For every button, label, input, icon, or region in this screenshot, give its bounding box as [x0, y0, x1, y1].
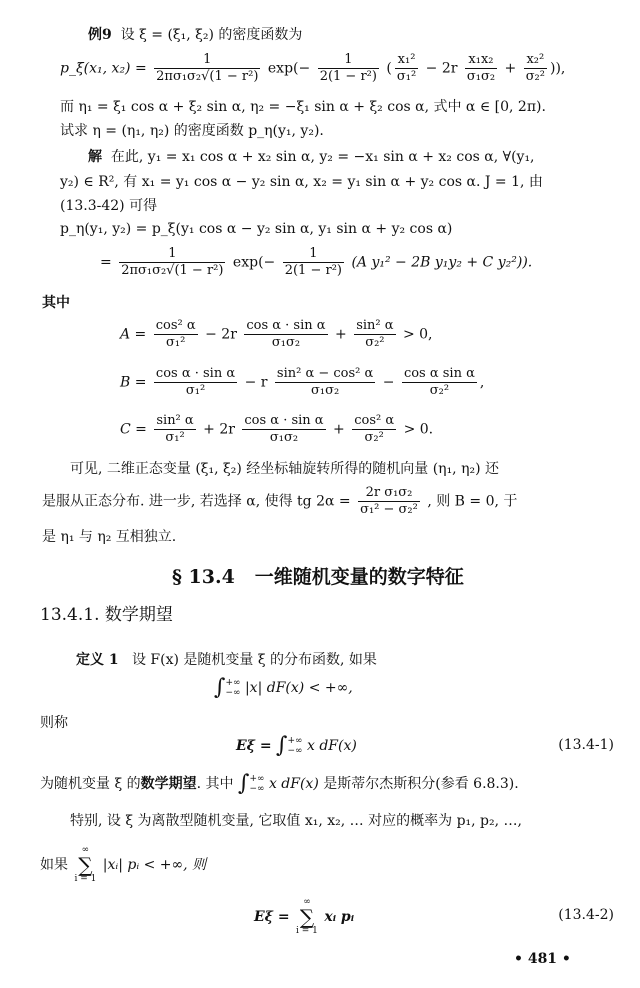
- num: x₂²: [524, 52, 547, 69]
- fraction: [119, 246, 225, 279]
- lower: −∞: [287, 746, 303, 756]
- end: > 0.: [403, 421, 434, 438]
- end: ,: [479, 374, 485, 391]
- lhs: B =: [120, 374, 147, 391]
- discrete-line-2: [40, 846, 206, 884]
- upper: +∞: [225, 678, 241, 688]
- lower: −∞: [249, 784, 265, 794]
- den: σ₁σ₂: [466, 69, 496, 84]
- num: cos² α: [354, 413, 395, 428]
- then-label: 则称: [40, 715, 68, 731]
- conclusion-line-3: 是 η₁ 与 η₂ 互相独立.: [42, 529, 177, 545]
- den: σ₁²: [396, 69, 417, 84]
- sigma: ∑: [299, 905, 315, 929]
- body: xᵢ pᵢ: [324, 909, 355, 925]
- section-title: 一维随机变量的数字特征: [254, 566, 464, 588]
- integrand: |x| dF(x) < +∞,: [244, 680, 353, 696]
- fraction: [154, 318, 198, 351]
- lower: i = 1: [296, 926, 318, 936]
- op: −: [382, 374, 395, 391]
- num: 1: [283, 246, 344, 263]
- integral-sign: ∫: [237, 771, 250, 796]
- tail: (A y₁² − 2B y₁y₂ + C y₂²)).: [351, 254, 533, 271]
- fraction: [358, 485, 420, 518]
- lhs: Eξ =: [236, 738, 272, 754]
- example-intro-text: 设 ξ = (ξ₁, ξ₂) 的密度函数为: [120, 27, 303, 43]
- section-heading: [172, 568, 464, 586]
- op: +: [333, 421, 345, 438]
- question: 试求 η = (η₁, η₂) 的密度函数 p_η(y₁, y₂).: [60, 123, 324, 139]
- equation-number: (13.4-1): [558, 737, 614, 753]
- coef-C: [120, 413, 433, 446]
- num: x₁x₂: [465, 52, 497, 69]
- lower: −∞: [225, 688, 241, 698]
- paren: (: [386, 60, 392, 77]
- den: 2(1 − r²): [319, 69, 377, 84]
- fraction: [354, 318, 395, 351]
- num: 1: [318, 52, 379, 69]
- density-formula: [60, 52, 565, 85]
- integrability-condition: [214, 675, 353, 700]
- den: σ₁²: [166, 335, 186, 350]
- conclusion-line-2: [42, 485, 517, 518]
- fraction: [318, 52, 379, 85]
- fraction: [242, 413, 325, 446]
- fraction: [402, 366, 477, 399]
- definition-line-1: [76, 651, 377, 669]
- limits: [249, 774, 264, 794]
- text: , 则 B = 0, 于: [427, 493, 518, 510]
- den: 2πσ₁σ₂√(1 − r²): [121, 263, 224, 278]
- lhs: A =: [120, 326, 147, 343]
- num: cos α · sin α: [246, 318, 326, 333]
- equation-13-4-2: [254, 898, 626, 936]
- op: +: [504, 60, 517, 77]
- solution-line-4: p_η(y₁, y₂) = p_ξ(y₁ cos α − y₂ sin α, y₁ sin α + y₂ cos α): [60, 221, 453, 237]
- upper: ∞: [81, 845, 90, 855]
- den: σ₁σ₂: [271, 335, 301, 350]
- definition-line-2: [40, 771, 519, 796]
- discrete-line-1: 特别, 设 ξ 为离散型随机变量, 它取值 x₁, x₂, … 对应的概率为 p₁, p₂, …,: [70, 813, 522, 829]
- upper: +∞: [249, 774, 265, 784]
- den: σ₁σ₂: [269, 430, 299, 445]
- solution-line-3: (13.3-42) 可得: [60, 198, 158, 214]
- conclusion-line-1: 可见, 二维正态变量 (ξ₁, ξ₂) 经坐标轴旋转所得的随机向量 (η₁, η₂) 还: [70, 461, 499, 477]
- fraction: [244, 318, 327, 351]
- equation-13-4-1: [236, 733, 626, 758]
- text: . 其中: [196, 776, 234, 792]
- text: 如果: [40, 857, 68, 873]
- fraction: [352, 413, 396, 446]
- solution-line-2: y₂) ∈ R², 有 x₁ = y₁ cos α − y₂ sin α, x₂ = y₁ sin α + y₂ cos α. J = 1, 由: [60, 174, 543, 190]
- num: sin² α: [356, 318, 394, 333]
- lhs: C =: [120, 421, 147, 438]
- num: sin² α − cos² α: [276, 366, 374, 381]
- num: 1: [154, 52, 260, 69]
- den: σ₂²: [364, 430, 384, 445]
- sigma: ∑: [78, 853, 93, 877]
- coef-A: [120, 318, 433, 351]
- num: cos α · sin α: [155, 366, 236, 381]
- exp: exp(−: [267, 60, 311, 77]
- example-label: 例9: [88, 27, 112, 43]
- solution-label: 解: [88, 149, 102, 165]
- text: |xᵢ| pᵢ < +∞, 则: [102, 857, 207, 873]
- solution-line-1: [88, 148, 535, 166]
- op: − r: [244, 374, 268, 391]
- subsection-heading: 13.4.1. 数学期望: [40, 605, 173, 625]
- fraction: [154, 52, 260, 85]
- upper: ∞: [303, 897, 311, 907]
- den: σ₁² − σ₂²: [360, 502, 418, 517]
- op: + 2r: [203, 421, 235, 438]
- eq: =: [100, 254, 112, 271]
- num: cos α sin α: [403, 366, 475, 381]
- text: 设 F(x) 是随机变量 ξ 的分布函数, 如果: [131, 652, 377, 668]
- page-number: • 481 •: [514, 951, 571, 967]
- coef-B: [120, 366, 484, 399]
- text: 在此, y₁ = x₁ cos α + x₂ sin α, y₂ = −x₁ sin α + x₂ cos α, ∀(y₁,: [110, 149, 535, 165]
- example-intro: [88, 26, 302, 44]
- den: 2(1 − r²): [284, 263, 342, 278]
- den: σ₂²: [429, 383, 450, 398]
- equation-number: (13.4-2): [558, 907, 614, 923]
- section-number: § 13.4: [172, 566, 235, 588]
- num: 2r σ₁σ₂: [358, 485, 420, 502]
- den: σ₁σ₂: [311, 383, 340, 398]
- end: > 0,: [402, 326, 433, 343]
- lhs: Eξ =: [254, 909, 290, 925]
- den: σ₁²: [185, 383, 206, 398]
- limits: [288, 736, 303, 756]
- sum-sign: [72, 846, 98, 884]
- num: cos α · sin α: [244, 413, 324, 428]
- paren: )),: [549, 60, 566, 77]
- num: sin² α: [156, 413, 194, 428]
- op: − 2r: [205, 326, 237, 343]
- fraction: [524, 52, 547, 85]
- op: − 2r: [425, 60, 458, 77]
- text: 为随机变量 ξ 的: [40, 776, 141, 792]
- integral-sign: ∫: [276, 733, 288, 758]
- upper: +∞: [287, 736, 303, 746]
- num: cos² α: [155, 318, 196, 333]
- eta-definition: 而 η₁ = ξ₁ cos α + ξ₂ sin α, η₂ = −ξ₁ sin α + ξ₂ cos α, 式中 α ∈ [0, 2π).: [60, 99, 546, 115]
- fraction: [283, 246, 344, 279]
- den: 2πσ₁σ₂√(1 − r²): [156, 69, 259, 84]
- integral-sign: ∫: [214, 675, 226, 700]
- den: σ₂²: [525, 69, 545, 84]
- fraction: [465, 52, 497, 85]
- solution-density: [100, 246, 532, 279]
- text: 是服从正态分布. 进一步, 若选择 α, 使得 tg 2α =: [42, 493, 351, 510]
- num: 1: [119, 246, 225, 263]
- lower: i = 1: [74, 874, 97, 884]
- integrand: x dF(x): [268, 776, 319, 792]
- where-label: 其中: [42, 295, 70, 311]
- density-lhs: p_ξ(x₁, x₂) =: [60, 60, 147, 77]
- fraction: [395, 52, 418, 85]
- num: x₁²: [395, 52, 418, 69]
- limits: [225, 678, 240, 698]
- body: x dF(x): [307, 738, 357, 754]
- fraction: [154, 366, 237, 399]
- exp: exp(−: [232, 254, 276, 271]
- den: σ₂²: [365, 335, 385, 350]
- text: 是斯蒂尔杰斯积分(参看 6.8.3).: [323, 776, 519, 792]
- term-bold: 数学期望: [140, 776, 197, 792]
- op: +: [335, 326, 347, 343]
- den: σ₁²: [165, 430, 185, 445]
- definition-label: 定义 1: [76, 652, 119, 668]
- sum-sign: [294, 898, 320, 936]
- fraction: [275, 366, 375, 399]
- fraction: [154, 413, 195, 446]
